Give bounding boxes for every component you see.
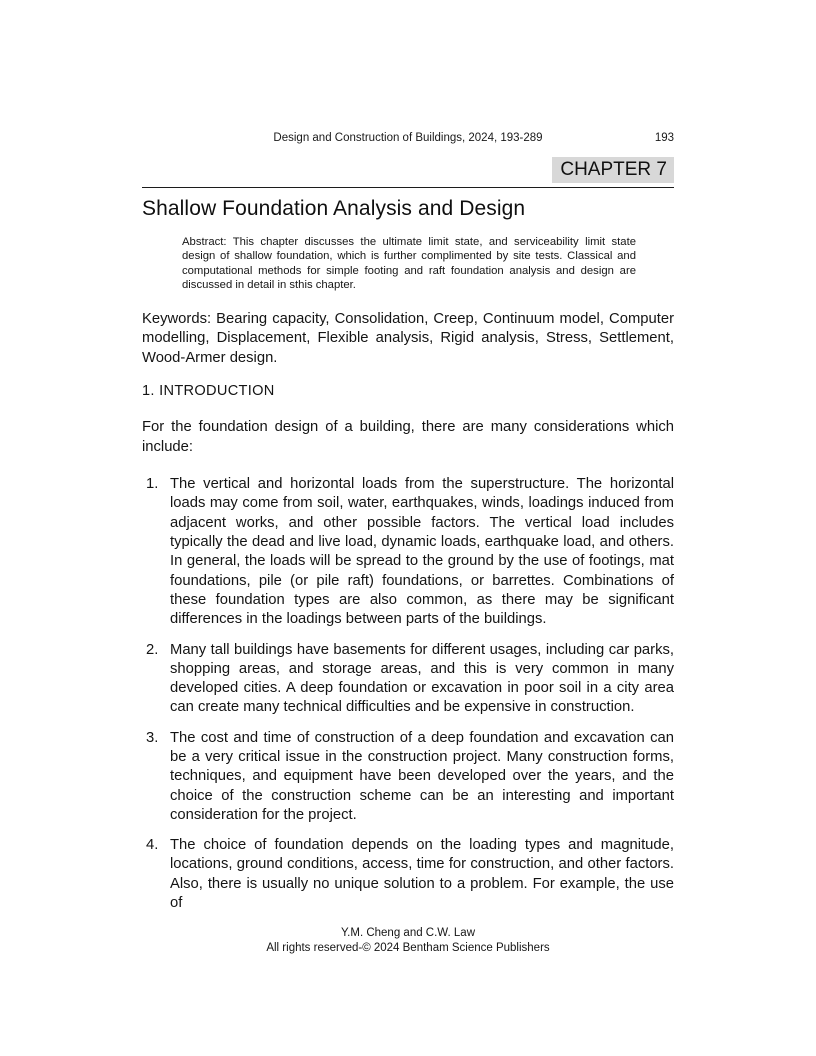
list-item bbox=[142, 475, 674, 629]
keywords-paragraph: Keywords: Bearing capacity, Consolidation, Creep, Continuum model, Computer modelling, Displacement, Flexible analysis, Rigid analysis, Stress, Settlement, Wood-Armer design. bbox=[142, 310, 674, 366]
list-item-number: 4. bbox=[146, 837, 159, 854]
footer-authors: Y.M. Cheng and C.W. Law bbox=[340, 927, 476, 940]
list-item bbox=[142, 729, 674, 825]
list-item-text: The vertical and horizontal loads from the superstructure. The horizontal loads may come from soil, water, earthquakes, winds, loadings induced from adjacent works, and other possible factors. The vertical load includes typically the dead and live load, dynamic loads, earthquake load, and others. In general, the loads will be spread to the ground by the use of footings, mat foundations, pile (or pile raft) foundations, or barrettes. Combinations of these foundation types are also common, as there may be significant differences in the loadings between parts of the buildings. bbox=[170, 476, 674, 628]
abstract-paragraph: Abstract: This chapter discusses the ultimate limit state, and serviceability limit state design of shallow foundation, which is further complimented by site tests. Classical and computational methods for simple footing and raft foundation analysis and design are discussed in detail in sthis chapter. bbox=[182, 236, 636, 292]
list-item bbox=[142, 836, 674, 913]
running-title: Design and Construction of Buildings, 2024, 193-289 bbox=[273, 132, 543, 144]
list-item-number: 3. bbox=[146, 729, 159, 746]
list-item-number: 1. bbox=[146, 476, 159, 493]
page-number: 193 bbox=[654, 132, 674, 144]
intro-paragraph: For the foundation design of a building, there are many considerations which include: bbox=[142, 419, 674, 455]
chapter-title: Shallow Foundation Analysis and Design bbox=[142, 197, 526, 220]
footer-copyright: All rights reserved-© 2024 Bentham Science Publishers bbox=[266, 942, 550, 955]
list-item-number: 2. bbox=[146, 641, 159, 658]
section-heading-introduction: 1. INTRODUCTION bbox=[142, 383, 275, 400]
chapter-badge: CHAPTER 7 bbox=[552, 157, 674, 183]
running-header bbox=[142, 131, 674, 145]
list-item bbox=[142, 641, 674, 718]
list-item-text: Many tall buildings have basements for different usages, including car parks, shopping areas, and storage areas, and this is very common in many developed cities. A deep foundation or excavation in poor soil in a city area can create many technical difficulties and be expensive in construction. bbox=[170, 641, 674, 716]
page-footer bbox=[142, 926, 674, 956]
list-item-text: The cost and time of construction of a deep foundation and excavation can be a very critical issue in the construction project. Many construction forms, techniques, and equipment have been developed over the years, and the choice of the construction scheme can be an interesting and important consideration for the project. bbox=[170, 729, 674, 823]
considerations-list bbox=[142, 475, 674, 913]
list-item-text: The choice of foundation depends on the loading types and magnitude, locations, ground conditions, access, time for construction, and other factors. Also, there is usually no unique solution to a problem. For example, the use of bbox=[170, 837, 674, 912]
chapter-heading-row bbox=[142, 157, 674, 188]
